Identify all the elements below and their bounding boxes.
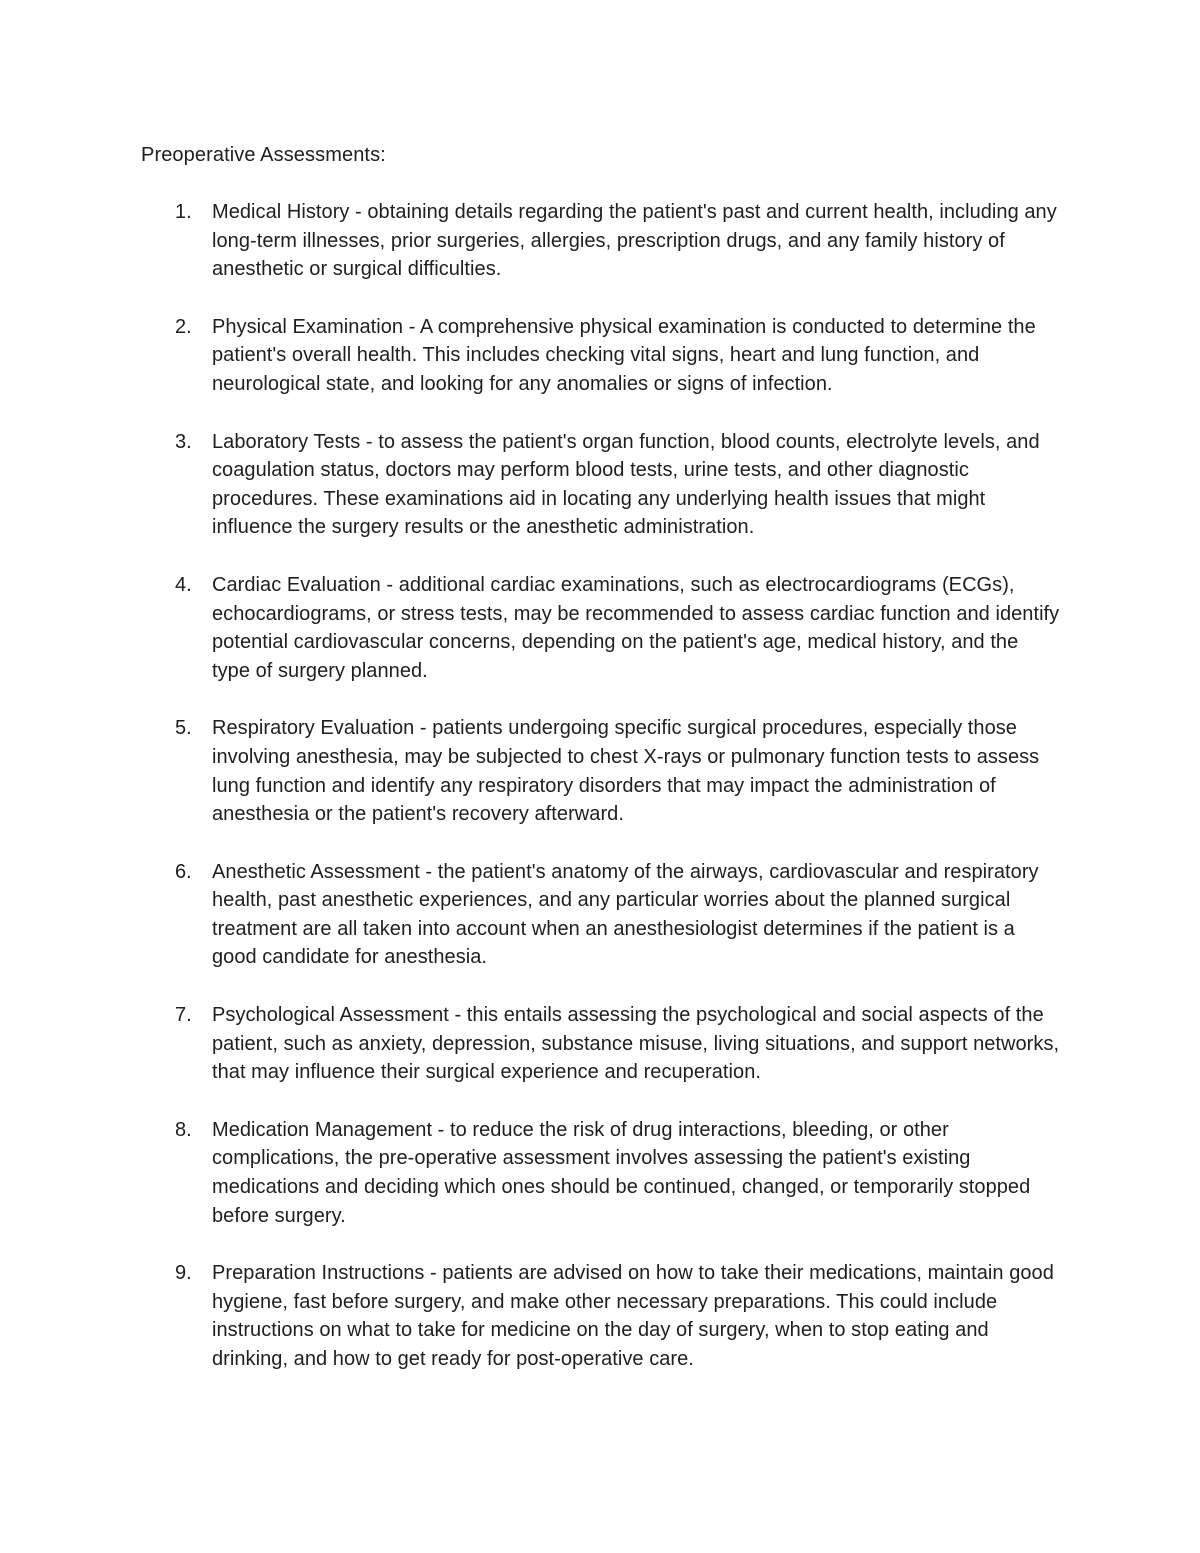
list-item-text: Anesthetic Assessment - the patient's anatomy of the airways, cardiovascular and respiratory health, past anesthetic experiences, and any particular worries about the planned surgical treatment are all taken into account when an anesthesiologist determines if the patient is a good candidate for anesthesia. — [212, 860, 1039, 969]
list-item-text: Physical Examination - A comprehensive physical examination is conducted to determine the patient's overall health. This includes checking vital signs, heart and lung function, and neurological state, and looking for any anomalies or signs of infection. — [212, 315, 1036, 395]
list-item-anesthetic-assessment — [141, 858, 1061, 972]
list-item-number: 2. — [175, 315, 192, 338]
list-item-psychological-assessment — [141, 1001, 1061, 1087]
list-item-cardiac-evaluation — [141, 571, 1061, 685]
list-item-medication-management — [141, 1116, 1061, 1230]
list-item-number: 6. — [175, 860, 192, 883]
list-item-preparation-instructions — [141, 1259, 1061, 1373]
list-item-number: 4. — [175, 573, 192, 596]
list-item-number: 5. — [175, 717, 192, 740]
list-item-text: Psychological Assessment - this entails assessing the psychological and social aspects of the patient, such as anxiety, depression, substance misuse, living situations, and support networks, that may influence their surgical experience and recuperation. — [212, 1004, 1060, 1084]
list-item-text: Laboratory Tests - to assess the patient's organ function, blood counts, electrolyte levels, and coagulation status, doctors may perform blood tests, urine tests, and other diagnostic procedures. These examinations aid in locating any underlying health issues that might influence the surgery results or the anesthetic administration. — [212, 430, 1040, 539]
list-item-text: Respiratory Evaluation - patients undergoing specific surgical procedures, especially those involving anesthesia, may be subjected to chest X-rays or pulmonary function tests to assess lung function and identify any respiratory disorders that may impact the administration of anesthesia or the patient's recovery afterward. — [212, 717, 1040, 826]
list-item-text: Medication Management - to reduce the risk of drug interactions, bleeding, or other complications, the pre-operative assessment involves assessing the patient's existing medications and deciding which ones should be continued, changed, or temporarily stopped before surgery. — [212, 1118, 1031, 1227]
list-item-number: 3. — [175, 430, 192, 453]
list-item-number: 8. — [175, 1118, 192, 1141]
list-item-physical-examination — [141, 313, 1061, 399]
list-item-medical-history — [141, 198, 1061, 284]
assessment-list — [141, 198, 1061, 1403]
list-item-text: Preparation Instructions - patients are advised on how to take their medications, maintain good hygiene, fast before surgery, and make other necessary preparations. This could include instructions on what to take for medicine on the day of surgery, when to stop eating and drinking, and how to get ready for post-operative care. — [212, 1262, 1054, 1370]
list-item-laboratory-tests — [141, 428, 1061, 542]
list-item-text: Medical History - obtaining details regarding the patient's past and current health, including any long-term illnesses, prior surgeries, allergies, prescription drugs, and any family history of anesthetic or surgical difficulties. — [212, 201, 1057, 281]
list-item-text: Cardiac Evaluation - additional cardiac examinations, such as electrocardiograms (ECGs), echocardiograms, or stress tests, may be recommended to assess cardiac function and identify potential cardiovascular concerns, depending on the patient's age, medical history, and the type of surgery planned. — [212, 573, 1060, 682]
list-item-respiratory-evaluation — [141, 714, 1061, 828]
list-item-number: 7. — [175, 1004, 192, 1027]
list-item-number: 1. — [175, 201, 192, 223]
list-item-number: 9. — [175, 1262, 192, 1285]
document-title: Preoperative Assessments: — [141, 144, 386, 166]
